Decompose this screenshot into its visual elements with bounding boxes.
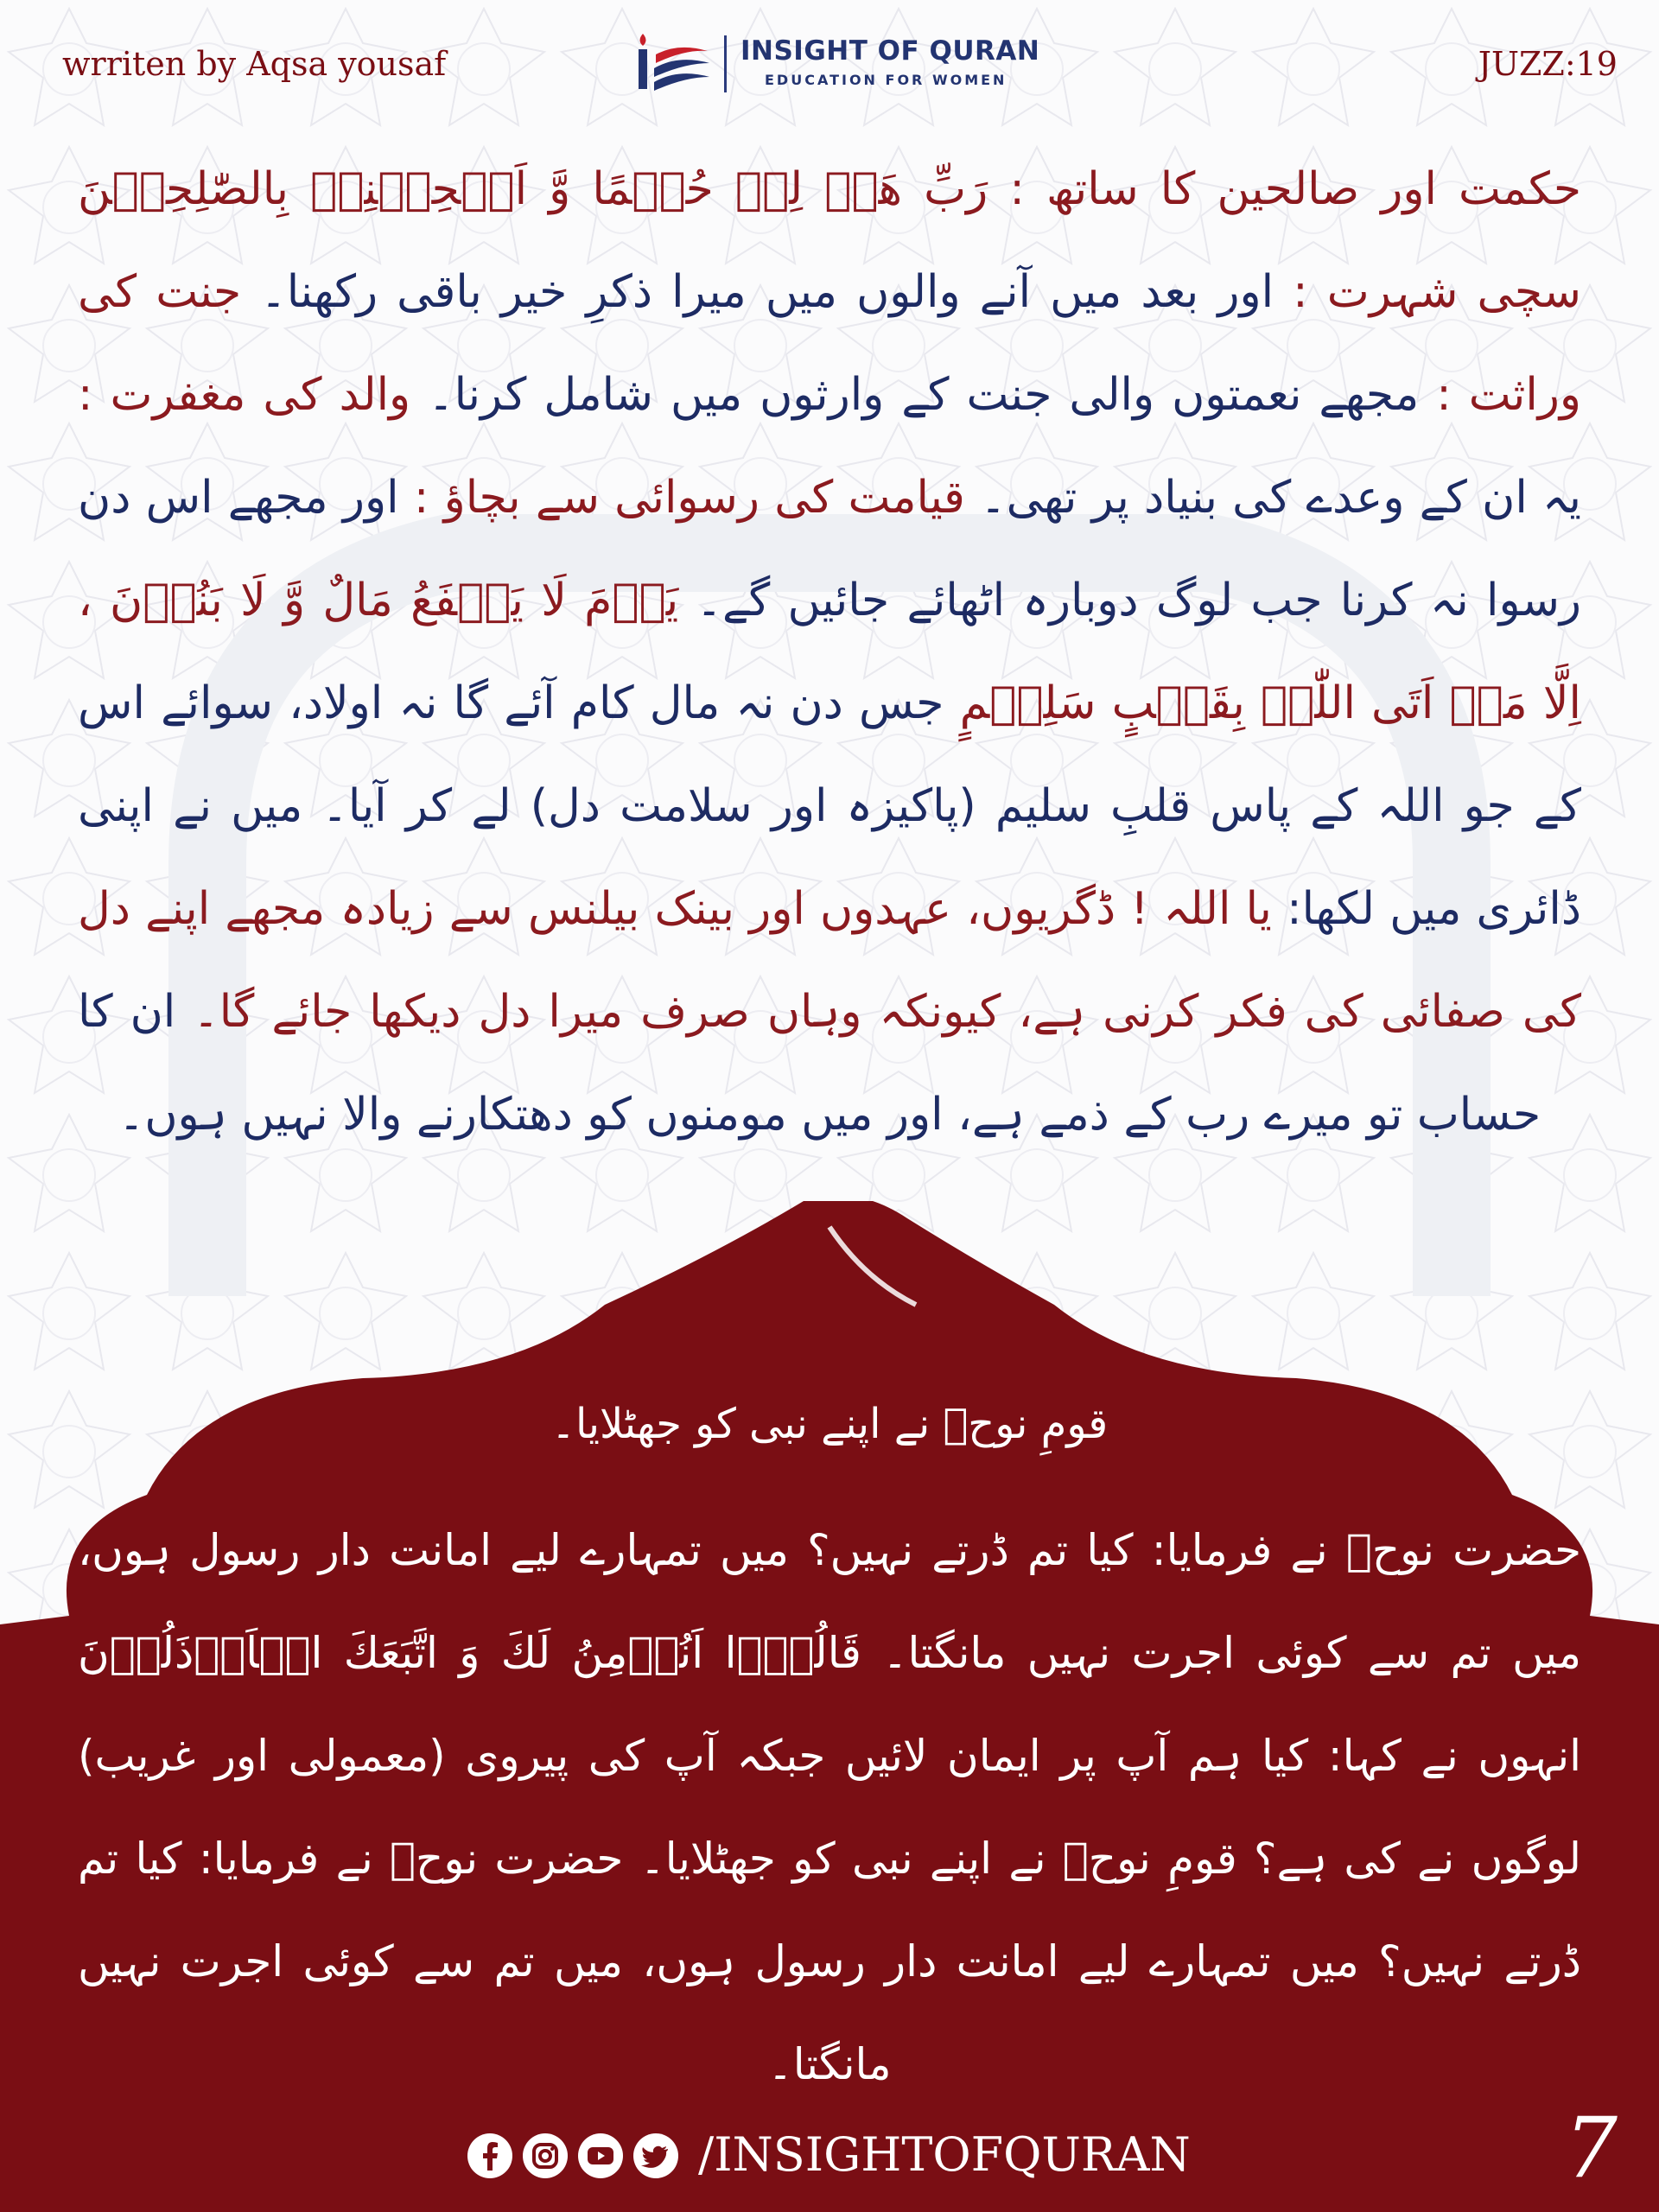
heading-qayamat: قیامت کی رسوائی سے بچاؤ : <box>413 472 965 524</box>
logo-divider <box>724 35 727 92</box>
section-title: قومِ نوحؑ نے اپنے نبی کو جھٹلایا۔ <box>550 1400 1109 1448</box>
section-text-1: حضرت نوحؑ نے فرمایا: کیا تم ڈرتے نہیں؟ میں تمہارے لیے امانت دار رسول ہوں، میں تم سے کوئی اجرت نہیں مانگتا۔ <box>78 1525 1581 1678</box>
logo-mark-icon <box>635 30 713 99</box>
logo-subtitle: EDUCATION FOR WOMEN <box>765 72 1007 88</box>
facebook-icon[interactable] <box>467 2133 513 2179</box>
social-handle: /INSIGHTOFQURAN <box>698 2127 1191 2182</box>
heading-jannat: جنت کی وراثت : <box>78 266 1581 421</box>
twitter-icon[interactable] <box>632 2133 679 2179</box>
heading-hikmat: حکمت اور صالحین کا ساتھ : <box>1009 163 1581 215</box>
footer <box>467 2127 1244 2196</box>
section-arabic-verse: قَالُوۡۤا اَنُؤۡمِنُ لَكَ وَ اتَّبَعَكَ الۡاَرۡذَلُوۡنَ <box>78 1628 861 1678</box>
author-credit: wrriten by Aqsa yousaf <box>62 45 447 83</box>
text-p6: ان کا حساب تو میرے رب کے ذمے ہے، اور میں مومنوں کو دھتکارنے والا نہیں ہوں۔ <box>78 986 1541 1141</box>
arabic-verse-2: یَوۡمَ لَا یَنۡفَعُ مَالٌ وَّ لَا بَنُوۡنَ ، اِلَّا مَنۡ اَتَی اللّٰہَ بِقَلۡبٍ سَلِیۡمٍ <box>78 575 1582 729</box>
text-p5: میں نے اپنی ڈائری میں لکھا: <box>78 780 1581 935</box>
text-p4-translation: جس دن نہ مال کام آئے گا نہ اولاد، سوائے اس کے جو اللہ کے پاس قلبِ سلیم (پاکیزہ اور سلامت دل) لے کر آیا۔ <box>78 677 1581 832</box>
main-body-text <box>78 138 1581 1166</box>
page-number: 7 <box>1564 2100 1618 2196</box>
logo-title: INSIGHT OF QURAN <box>741 35 1040 67</box>
text-p2: مجھے نعمتوں والی جنت کے وارثوں میں شامل کرنا۔ <box>428 369 1420 421</box>
text-p1: اور بعد میں آنے والوں میں میرا ذکرِ خیر باقی رکھنا۔ <box>260 266 1274 318</box>
heading-maghfirat: والد کی مغفرت : <box>78 369 411 421</box>
youtube-icon[interactable] <box>577 2133 624 2179</box>
heading-sachi-shohrat: سچی شہرت : <box>1293 266 1582 318</box>
text-diary-highlight: یا اللہ ! ڈگریوں، عہدوں اور بینک بیلنس سے زیادہ مجھے اپنے دل کی صفائی کی فکر کرنی ہے، کیونکہ وہاں صرف میرا دل دیکھا جائے گا۔ <box>78 883 1582 1038</box>
section-body-text <box>78 1499 1581 2116</box>
text-p3: یہ ان کے وعدے کی بنیاد پر تھی۔ <box>980 472 1582 524</box>
text-p4: اور مجھے اس دن رسوا نہ کرنا جب لوگ دوبارہ اٹھائے جائیں گے۔ <box>78 472 1582 626</box>
logo <box>635 30 1040 99</box>
arabic-verse-1: رَبِّ هَبۡ لِیۡ حُكۡمًا وَّ اَلۡحِقۡنِیۡ بِالصّٰلِحِیۡنَ <box>78 163 988 215</box>
header <box>0 0 1659 138</box>
section-text-2: انہوں نے کہا: کیا ہم آپ پر ایمان لائیں جبکہ آپ کی پیروی (معمولی اور غریب) لوگوں نے کی ہے؟ قومِ نوحؑ نے اپنے نبی کو جھٹلایا۔ حضرت نوحؑ نے فرمایا: کیا تم ڈرتے نہیں؟ میں تمہارے لیے امانت دار رسول ہوں، میں تم سے کوئی اجرت نہیں مانگتا۔ <box>78 1731 1581 2089</box>
juz-label: JUZZ:19 <box>1478 45 1618 83</box>
instagram-icon[interactable] <box>522 2133 569 2179</box>
